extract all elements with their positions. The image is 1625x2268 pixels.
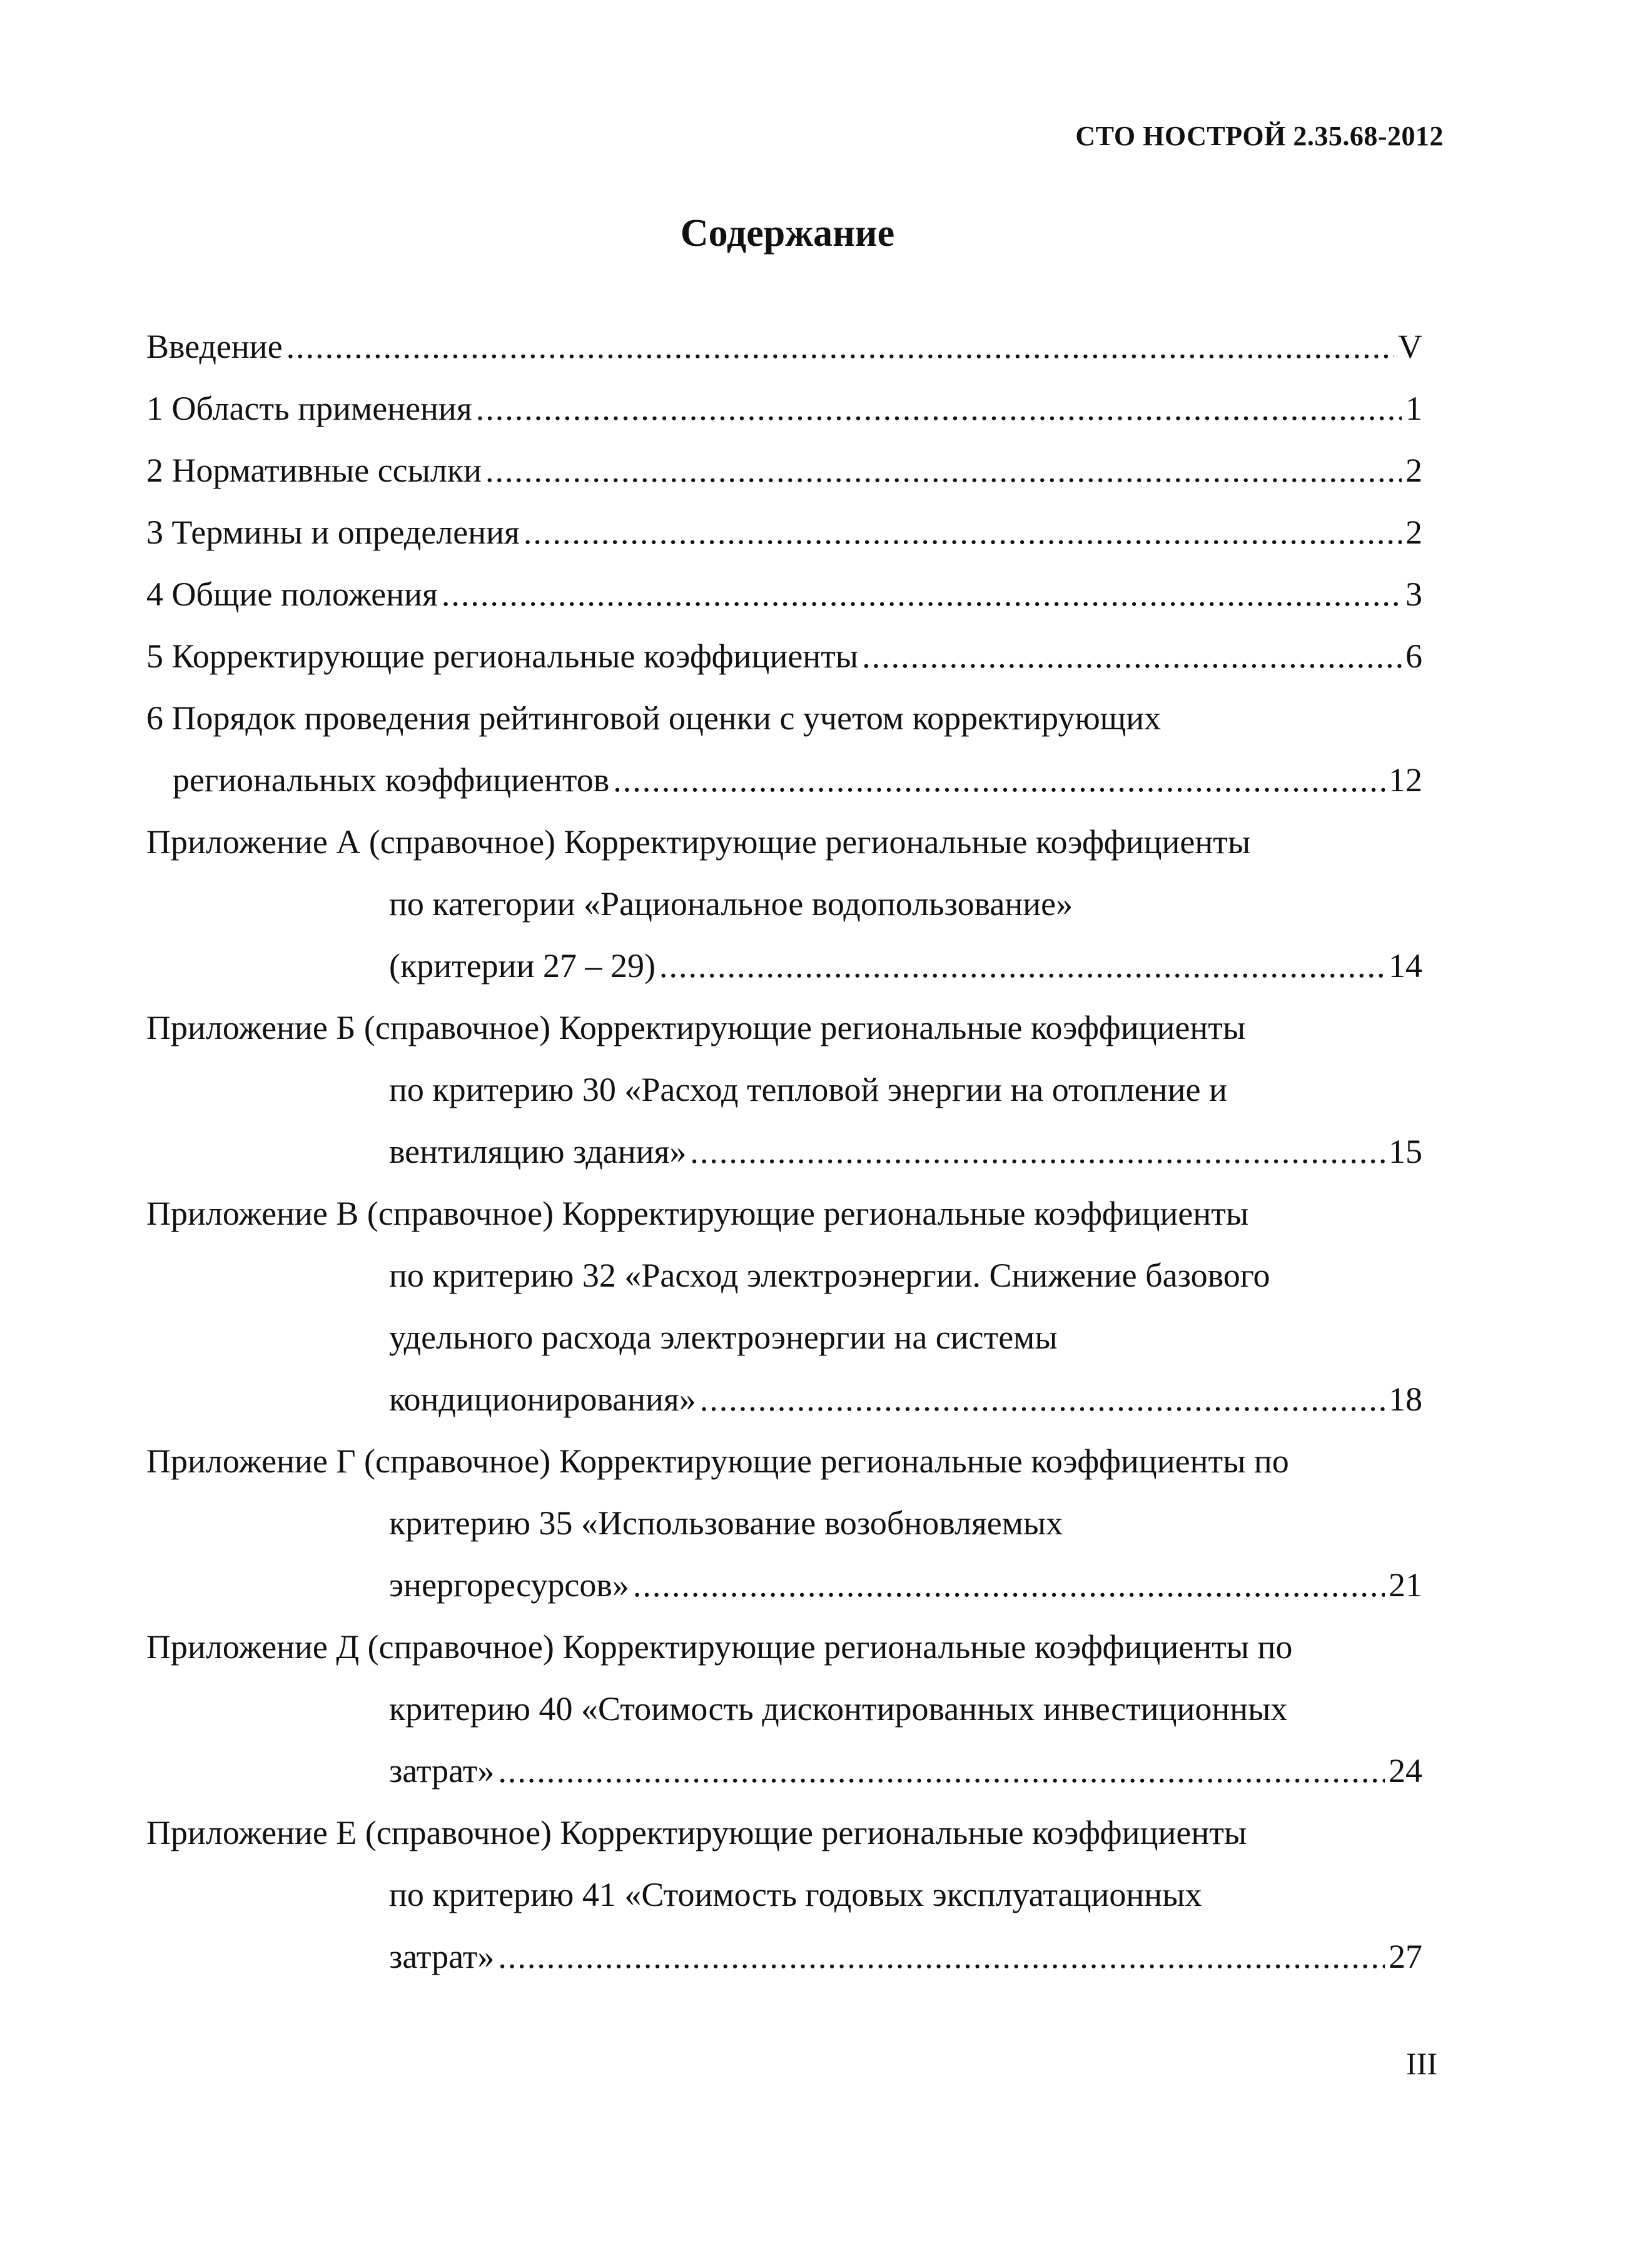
toc-entry-text: по критерию 32 «Расход электроэнергии. Снижение базового xyxy=(389,1257,1270,1294)
toc-page-number: 21 xyxy=(1389,1566,1422,1604)
toc-page-number: 2 xyxy=(1405,514,1422,551)
toc-entry[interactable] xyxy=(146,1183,1422,1430)
toc-entry-text: кондиционирования» xyxy=(389,1380,696,1418)
toc-entry-line xyxy=(146,1864,1422,1926)
toc-entry-line xyxy=(146,1740,1422,1802)
toc-dot-leader xyxy=(485,440,1402,502)
toc-entry-line xyxy=(146,873,1422,935)
toc-entry-text: 1 Область применения xyxy=(146,390,472,427)
toc-entry-line xyxy=(146,1802,1422,1864)
toc-entry-text: Приложение В (справочное) Корректирующие региональные коэффициенты xyxy=(146,1195,1249,1232)
toc-page-number: V xyxy=(1398,328,1422,365)
toc-entry-line xyxy=(146,564,1422,625)
toc-entry-line xyxy=(146,502,1422,564)
toc-entry[interactable] xyxy=(146,997,1422,1183)
toc-entry-line xyxy=(146,316,1422,378)
toc-entry-line xyxy=(146,1245,1422,1307)
toc-entry-text: удельного расхода электроэнергии на системы xyxy=(389,1319,1058,1356)
toc-entry-line xyxy=(146,1554,1422,1616)
toc-dot-leader xyxy=(476,378,1402,440)
toc-entry[interactable] xyxy=(146,1802,1422,1988)
toc-dot-leader xyxy=(659,935,1385,997)
toc-entry-line xyxy=(146,440,1422,502)
toc-dot-leader xyxy=(498,1740,1385,1802)
toc-entry-line xyxy=(146,1616,1422,1678)
toc-entry[interactable] xyxy=(146,440,1422,502)
toc-page-number: 12 xyxy=(1389,761,1422,799)
toc-entry-text: (критерии 27 – 29) xyxy=(389,947,656,985)
toc-entry-text: по критерию 41 «Стоимость годовых эксплуатационных xyxy=(389,1876,1202,1913)
toc-entry-text: затрат» xyxy=(389,1752,495,1790)
toc-dot-leader xyxy=(633,1554,1385,1616)
toc-dot-leader xyxy=(862,625,1402,687)
toc-entry-text: Приложение А (справочное) Корректирующие региональные коэффициенты xyxy=(146,823,1251,861)
toc-entry-text: Приложение Б (справочное) Корректирующие региональные коэффициенты xyxy=(146,1009,1246,1046)
toc-dot-leader xyxy=(690,1121,1385,1183)
toc-entry-text: 5 Корректирующие региональные коэффициенты xyxy=(146,637,859,675)
toc-entry-text: Приложение Г (справочное) Корректирующие региональные коэффициенты по xyxy=(146,1442,1289,1480)
toc-entry-text: затрат» xyxy=(389,1938,495,1975)
toc-entry-line xyxy=(146,625,1422,687)
toc-dot-leader xyxy=(498,1926,1385,1988)
toc-page-number: 15 xyxy=(1389,1133,1422,1170)
toc-entry-text: 6 Порядок проведения рейтинговой оценки с учетом корректирующих xyxy=(146,699,1162,737)
toc-dot-leader xyxy=(700,1369,1385,1430)
toc-entry-text: Введение xyxy=(146,328,283,365)
toc-entry-text: 2 Нормативные ссылки xyxy=(146,452,482,489)
toc-entry-text: критерию 40 «Стоимость дисконтированных инвестиционных xyxy=(389,1690,1288,1728)
toc-dot-leader xyxy=(442,564,1402,625)
toc-entry-line xyxy=(146,1059,1422,1121)
toc-entry[interactable] xyxy=(146,564,1422,625)
toc-entry-line xyxy=(146,1430,1422,1492)
toc-page-number: 2 xyxy=(1405,452,1422,489)
toc-entry-text: региональных коэффициентов xyxy=(173,761,610,799)
toc-entry[interactable] xyxy=(146,502,1422,564)
toc-entry-text: энергоресурсов» xyxy=(389,1566,629,1604)
toc-entry-text: Приложение Д (справочное) Корректирующие региональные коэффициенты по xyxy=(146,1628,1293,1666)
toc-entry-text: вентиляцию здания» xyxy=(389,1133,687,1170)
toc-entry-line xyxy=(146,1678,1422,1740)
toc-entry[interactable] xyxy=(146,811,1422,997)
toc-entry[interactable] xyxy=(146,1616,1422,1802)
toc-entry-line xyxy=(146,378,1422,440)
toc-entry-line xyxy=(146,1183,1422,1245)
toc-entry[interactable] xyxy=(146,1430,1422,1616)
toc-entry-text: Приложение Е (справочное) Корректирующие региональные коэффициенты xyxy=(146,1814,1247,1851)
toc-entry-text: 4 Общие положения xyxy=(146,575,438,613)
page-title: Содержание xyxy=(680,212,895,255)
toc-entry-line xyxy=(146,811,1422,873)
toc-entry[interactable] xyxy=(146,687,1422,811)
toc-entry-line xyxy=(146,687,1422,749)
toc-dot-leader xyxy=(613,749,1385,811)
toc-entry[interactable] xyxy=(146,378,1422,440)
toc-entry-text: критерию 35 «Использование возобновляемых xyxy=(389,1504,1063,1542)
toc-dot-leader xyxy=(524,502,1402,564)
toc-page-number: 14 xyxy=(1389,947,1422,985)
toc-entry[interactable] xyxy=(146,625,1422,687)
toc-entry-line xyxy=(146,1307,1422,1369)
toc-entry-text: по критерию 30 «Расход тепловой энергии на отопление и xyxy=(389,1071,1227,1108)
document-code: СТО НОСТРОЙ 2.35.68-2012 xyxy=(1075,121,1444,151)
toc-page-number: 24 xyxy=(1389,1752,1422,1790)
toc-entry-line xyxy=(146,997,1422,1059)
toc-entry-line xyxy=(146,749,1422,811)
toc-page-number: 3 xyxy=(1405,575,1422,613)
toc-page-number: 6 xyxy=(1405,637,1422,675)
toc-dot-leader xyxy=(286,316,1394,378)
table-of-contents xyxy=(146,316,1422,1988)
toc-entry-line xyxy=(146,935,1422,997)
toc-entry-text: по категории «Рациональное водопользование» xyxy=(389,885,1073,923)
toc-page-number: 1 xyxy=(1405,390,1422,427)
toc-entry-text: 3 Термины и определения xyxy=(146,514,520,551)
toc-entry-line xyxy=(146,1492,1422,1554)
page-number: III xyxy=(1406,2046,1437,2081)
toc-entry-line xyxy=(146,1369,1422,1430)
toc-page-number: 18 xyxy=(1389,1380,1422,1418)
toc-entry[interactable] xyxy=(146,316,1422,378)
toc-page-number: 27 xyxy=(1389,1938,1422,1975)
toc-entry-line xyxy=(146,1926,1422,1988)
toc-entry-line xyxy=(146,1121,1422,1183)
